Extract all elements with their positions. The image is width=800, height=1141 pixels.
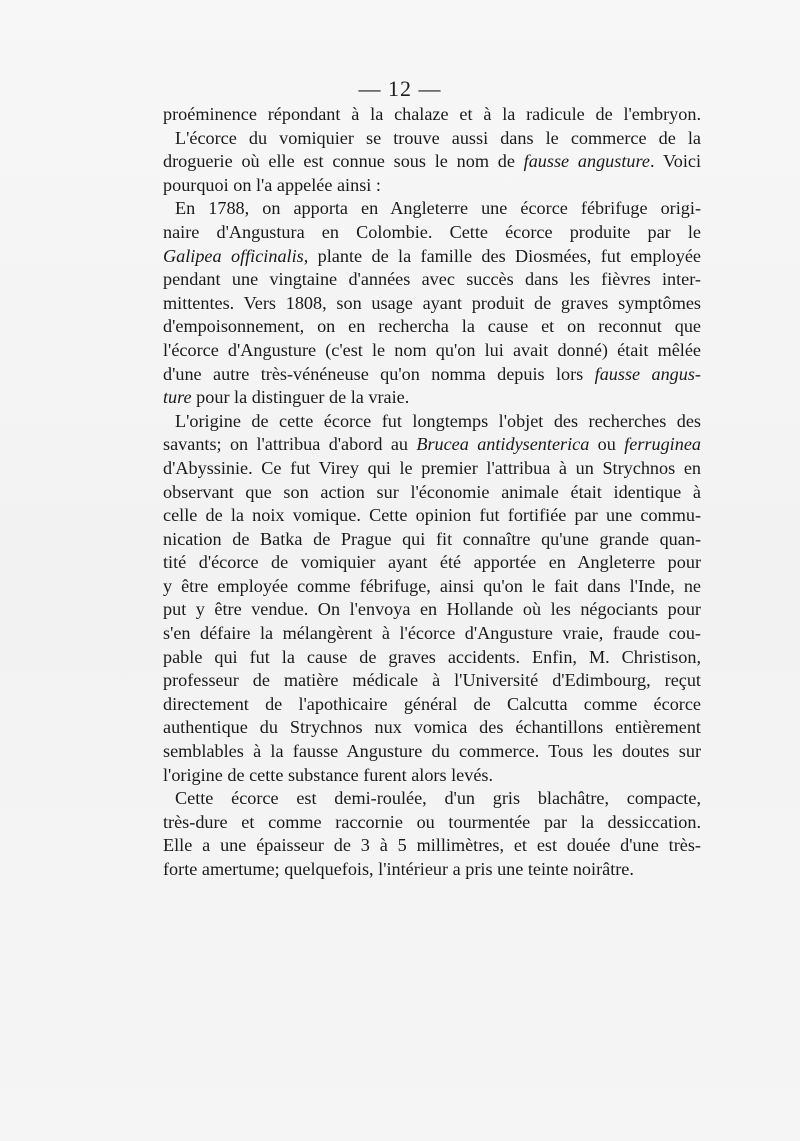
text-segment: L'origine de cette écorce fut longtemps l'objet des recherches des bbox=[175, 410, 701, 431]
text-line bbox=[163, 598, 701, 622]
text-line bbox=[163, 693, 701, 717]
text-line bbox=[163, 504, 701, 528]
text-segment: authentique du Strychnos nux vomica des échantillons entièrement bbox=[163, 717, 701, 738]
text-segment: pable qui fut la cause de graves accidents. Enfin, M. Christison, bbox=[163, 646, 701, 667]
page-number: — 12 — bbox=[358, 76, 442, 101]
text-segment: professeur de matière médicale à l'Université d'Edimbourg, reçut bbox=[163, 670, 701, 691]
text-segment: pourquoi on l'a appelée ainsi : bbox=[163, 174, 381, 195]
text-line bbox=[163, 221, 701, 245]
text-line bbox=[163, 764, 701, 788]
italic-text: fausse angus- bbox=[594, 363, 701, 384]
text-line bbox=[163, 245, 701, 269]
text-line bbox=[163, 481, 701, 505]
text-segment: très-dure et comme raccornie ou tourmentée par la dessiccation. bbox=[163, 811, 701, 832]
text-line bbox=[163, 669, 701, 693]
text-segment: savants; on l'attribua d'abord au bbox=[163, 434, 417, 455]
text-segment: , plante de la famille des Diosmées, fut employée bbox=[303, 245, 701, 266]
text-segment: pendant une vingtaine d'années avec succès dans les fièvres inter- bbox=[163, 269, 701, 290]
text-line bbox=[163, 410, 701, 434]
text-segment: semblables à la fausse Angusture du commerce. Tous les doutes sur bbox=[163, 741, 701, 762]
text-line bbox=[163, 834, 701, 858]
text-segment: Cette écorce est demi-roulée, d'un gris blachâtre, compacte, bbox=[175, 788, 701, 809]
text-line bbox=[163, 150, 701, 174]
text-segment: forte amertume; quelquefois, l'intérieur a pris une teinte noirâtre. bbox=[163, 859, 634, 879]
text-segment: celle de la noix vomique. Cette opinion fut fortifiée par une commu- bbox=[163, 505, 701, 526]
text-segment: l'écorce d'Angusture (c'est le nom qu'on lui avait donné) était mêlée bbox=[163, 339, 701, 360]
text-line bbox=[163, 575, 701, 599]
text-segment: droguerie où elle est connue sous le nom de bbox=[163, 151, 524, 172]
text-segment: En 1788, on apporta en Angleterre une écorce fébrifuge origi- bbox=[175, 198, 701, 219]
text-line bbox=[163, 716, 701, 740]
text-line bbox=[163, 551, 701, 575]
text-line bbox=[163, 811, 701, 835]
text-line bbox=[163, 197, 701, 221]
text-line bbox=[163, 858, 701, 882]
text-line bbox=[163, 787, 701, 811]
text-segment: ou bbox=[589, 434, 625, 455]
text-segment: d'une autre très-vénéneuse qu'on nomma depuis lors bbox=[163, 363, 595, 384]
text-line bbox=[163, 268, 701, 292]
text-segment: L'écorce du vomiquier se trouve aussi dans le commerce de la bbox=[175, 127, 701, 148]
text-line bbox=[163, 127, 701, 151]
text-line bbox=[163, 103, 701, 127]
body-text bbox=[163, 103, 701, 882]
text-segment: nication de Batka de Prague qui fit connaître qu'une grande quan- bbox=[163, 528, 701, 549]
text-line bbox=[163, 315, 701, 339]
text-line bbox=[163, 740, 701, 764]
text-segment: proéminence répondant à la chalaze et à la radicule de l'embryon. bbox=[163, 104, 701, 124]
text-segment: . Voici bbox=[649, 151, 701, 172]
text-segment: l'origine de cette substance furent alors levés. bbox=[163, 764, 494, 785]
text-line bbox=[163, 292, 701, 316]
text-segment: pour la distinguer de la vraie. bbox=[191, 387, 410, 408]
text-segment: observant que son action sur l'économie animale était identique à bbox=[163, 481, 701, 502]
italic-text: fausse angusture bbox=[523, 151, 650, 172]
text-segment: put y être vendue. On l'envoya en Hollande où les négociants pour bbox=[163, 599, 701, 620]
text-line bbox=[163, 339, 701, 363]
text-segment: d'empoisonnement, on en rechercha la cause et on reconnut que bbox=[163, 316, 701, 337]
text-segment: directement de l'apothicaire général de Calcutta comme écorce bbox=[163, 693, 701, 714]
text-line bbox=[163, 386, 701, 410]
text-segment: tité d'écorce de vomiquier ayant été apportée en Angleterre pour bbox=[163, 552, 701, 573]
text-segment: naire d'Angustura en Colombie. Cette écorce produite par le bbox=[163, 221, 701, 242]
text-line bbox=[163, 622, 701, 646]
text-line bbox=[163, 457, 701, 481]
italic-text: Galipea officinalis bbox=[163, 245, 304, 266]
text-segment: mittentes. Vers 1808, son usage ayant produit de graves symptômes bbox=[163, 292, 701, 313]
text-line bbox=[163, 433, 701, 457]
italic-text: ferruginea bbox=[624, 434, 701, 455]
italic-text: Brucea antidysenterica bbox=[416, 434, 590, 455]
text-line bbox=[163, 646, 701, 670]
text-line bbox=[163, 528, 701, 552]
text-segment: y être employée comme fébrifuge, ainsi qu'on le fait dans l'Inde, ne bbox=[163, 575, 701, 596]
text-segment: d'Abyssinie. Ce fut Virey qui le premier l'attribua à un Strychnos en bbox=[163, 457, 701, 478]
text-segment: s'en défaire la mélangèrent à l'écorce d'Angusture vraie, fraude cou- bbox=[163, 623, 701, 644]
text-line bbox=[163, 363, 701, 387]
text-segment: Elle a une épaisseur de 3 à 5 millimètres, et est douée d'une très- bbox=[163, 835, 701, 856]
italic-text: ture bbox=[163, 387, 192, 408]
text-line bbox=[163, 174, 701, 198]
